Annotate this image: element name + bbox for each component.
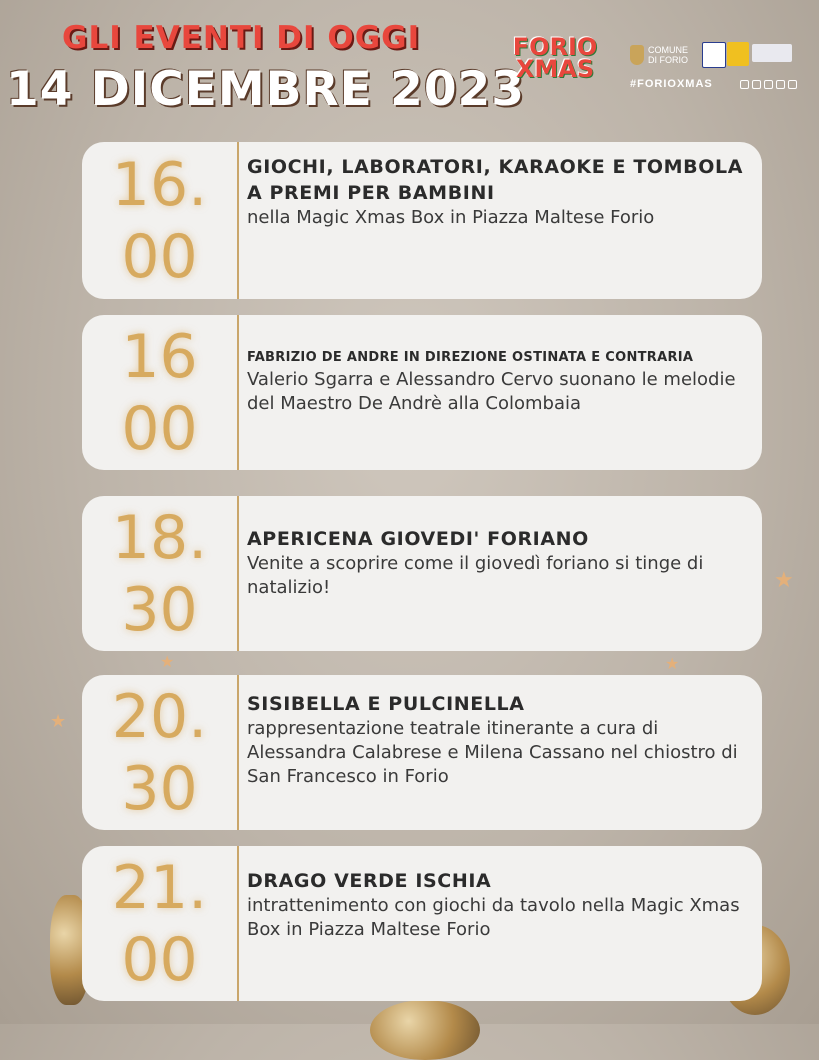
horse-logo-icon bbox=[727, 42, 749, 66]
event-title: GIOCHI, LABORATORI, KARAOKE E TOMBOLA A PREMI PER BAMBINI bbox=[247, 156, 744, 204]
header-date: 14 DICEMBRE 2023 bbox=[6, 62, 525, 117]
star-decoration-icon: ★ bbox=[774, 568, 794, 593]
ornament-ball-decoration bbox=[370, 1000, 480, 1060]
event-card bbox=[82, 496, 762, 651]
event-card bbox=[82, 142, 762, 299]
hashtag: #FORIOXMAS bbox=[630, 78, 713, 90]
event-time-hour: 18. bbox=[111, 502, 208, 573]
star-decoration-icon: ★ bbox=[50, 711, 67, 732]
event-description: Venite a scoprire come il giovedì foriano si tinge di natalizio! bbox=[247, 553, 704, 598]
header-title: GLI EVENTI DI OGGI bbox=[62, 20, 421, 56]
youtube-icon[interactable] bbox=[788, 80, 797, 89]
card-divider bbox=[237, 142, 239, 299]
event-title: FABRIZIO DE ANDRE IN DIREZIONE OSTINATA E CONTRARIA bbox=[247, 350, 694, 365]
event-title: DRAGO VERDE ISCHIA bbox=[247, 870, 492, 892]
event-time-minutes: 30 bbox=[121, 753, 198, 824]
star-decoration-icon: ★ bbox=[665, 654, 680, 673]
event-title: APERICENA GIOVEDI' FORIANO bbox=[247, 528, 589, 550]
event-content bbox=[247, 154, 750, 230]
event-description: nella Magic Xmas Box in Piazza Maltese Forio bbox=[247, 207, 655, 228]
card-divider bbox=[237, 675, 239, 830]
event-time bbox=[82, 496, 237, 651]
event-content bbox=[247, 868, 750, 942]
logo-block bbox=[490, 33, 795, 96]
event-description: intrattenimento con giochi da tavolo nella Magic Xmas Box in Piazza Maltese Forio bbox=[247, 895, 740, 940]
facebook-icon[interactable] bbox=[764, 80, 773, 89]
tiktok-icon[interactable] bbox=[740, 80, 749, 89]
comune-line1: COMUNE bbox=[648, 45, 688, 55]
card-divider bbox=[237, 315, 239, 470]
social-icons bbox=[740, 80, 797, 89]
event-time bbox=[82, 315, 237, 470]
instagram-icon[interactable] bbox=[752, 80, 761, 89]
sponsor-logo-icon bbox=[752, 44, 792, 62]
event-title: SISIBELLA E PULCINELLA bbox=[247, 693, 525, 715]
forio-xmas-logo bbox=[490, 33, 620, 83]
star-decoration-icon: ★ bbox=[160, 652, 175, 671]
event-time-minutes: 30 bbox=[121, 574, 198, 645]
event-card bbox=[82, 675, 762, 830]
event-time bbox=[82, 846, 237, 1001]
x-icon[interactable] bbox=[776, 80, 785, 89]
event-time-hour: 16 bbox=[121, 321, 198, 392]
card-divider bbox=[237, 496, 239, 651]
event-description: Valerio Sgarra e Alessandro Cervo suonano le melodie del Maestro De Andrè alla Colombaia bbox=[247, 369, 736, 414]
event-card bbox=[82, 315, 762, 470]
event-time-minutes: 00 bbox=[121, 221, 198, 292]
comune-logo bbox=[630, 40, 688, 70]
card-divider bbox=[237, 846, 239, 1001]
event-time-minutes: 00 bbox=[121, 393, 198, 464]
region-logo-icon bbox=[702, 42, 726, 68]
event-description: rappresentazione teatrale itinerante a cura di Alessandra Calabrese e Milena Cassano nel chiostro di San Francesco in Forio bbox=[247, 718, 738, 787]
logo-line2: XMAS bbox=[515, 55, 595, 83]
event-time-hour: 21. bbox=[111, 852, 208, 923]
event-content bbox=[247, 526, 750, 600]
event-content bbox=[247, 348, 750, 416]
event-time bbox=[82, 675, 237, 830]
crest-icon bbox=[630, 45, 644, 65]
event-time bbox=[82, 142, 237, 299]
comune-line2: DI FORIO bbox=[648, 55, 688, 65]
event-time-hour: 20. bbox=[111, 681, 208, 752]
event-content bbox=[247, 691, 750, 789]
logo-line1: FORIO bbox=[512, 33, 598, 61]
event-time-minutes: 00 bbox=[121, 924, 198, 995]
event-time-hour: 16. bbox=[111, 149, 208, 220]
event-card bbox=[82, 846, 762, 1001]
